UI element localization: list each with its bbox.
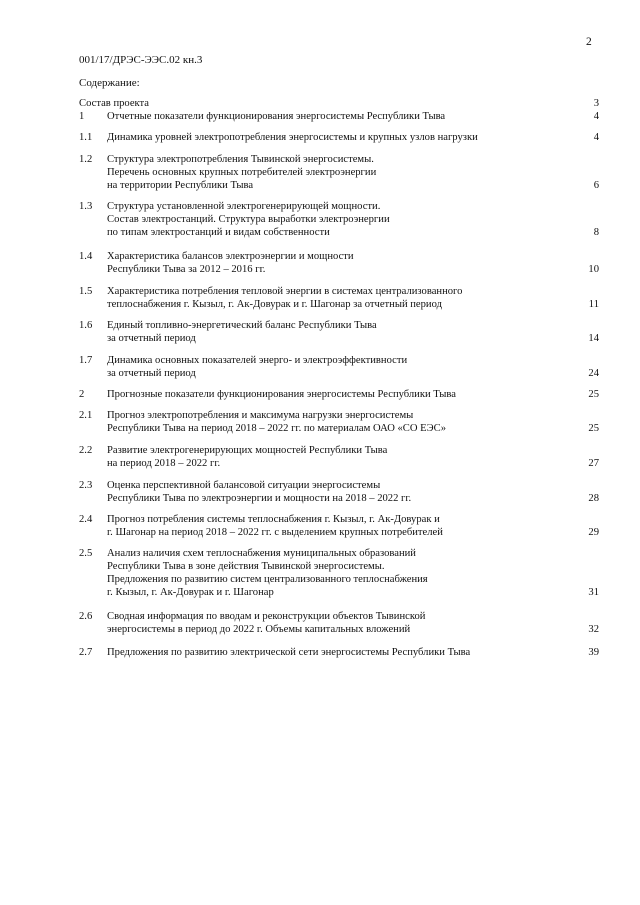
toc-entry-2-6[interactable] (79, 610, 599, 636)
toc-entry-title: Динамика основных показателей энерго- и электроэффективности за отчетный период (107, 355, 408, 379)
toc-entry-2-5[interactable] (79, 547, 599, 599)
toc-entry-page: 25 (588, 423, 599, 434)
toc-entry-2-7[interactable] (79, 646, 599, 659)
toc-entry-number: 1.6 (79, 320, 93, 331)
toc-entry-title: Развитие электрогенерирующих мощностей Республики Тыва на период 2018 – 2022 гг. (107, 445, 388, 469)
toc-entry-2-3[interactable] (79, 479, 599, 505)
toc-entry-2-4[interactable] (79, 513, 599, 539)
toc-entry-number: 1.4 (79, 251, 93, 262)
toc-entry-title: Характеристика потребления тепловой энергии в системах централизованного теплоснабжения г. Кызыл, г. Ак-Довурак и г. Шагонар за отчетный период (107, 286, 463, 310)
toc-entry-2-2[interactable] (79, 444, 599, 470)
toc-entry-page: 32 (588, 624, 599, 635)
toc-entry-number: 2.5 (79, 548, 93, 559)
toc-entry-1-2[interactable] (79, 153, 599, 192)
toc-entry-1-4[interactable] (79, 250, 599, 276)
toc-entry-page: 6 (593, 180, 599, 191)
toc-entry-title: Динамика уровней электропотребления энергосистемы и крупных узлов нагрузки (107, 132, 478, 143)
toc-entry-page: 10 (588, 264, 599, 275)
toc-entry-title: Сводная информация по вводам и реконструкции объектов Тывинской энергосистемы в период до 2022 г. Объемы капитальных вложений (107, 611, 426, 635)
toc-entry-2-1[interactable] (79, 409, 599, 435)
toc-entry-page: 27 (588, 458, 599, 469)
toc-entry-title: Прогноз потребления системы теплоснабжения г. Кызыл, г. Ак-Довурак и г. Шагонар на период 2018 – 2022 гг. с выделением крупных потребителей (107, 514, 443, 538)
toc-entry-title: Прогноз электропотребления и максимума нагрузки энергосистемы Республики Тыва на период 2018 – 2022 гг. по материалам ОАО «СО ЕЭС» (107, 410, 447, 434)
toc-entry-page: 29 (588, 527, 599, 538)
toc-entry-number: 2.6 (79, 611, 93, 622)
toc-entry-1-7[interactable] (79, 354, 599, 380)
toc-entry-1[interactable] (79, 110, 599, 123)
toc-entry-number: 1.2 (79, 154, 93, 165)
toc-entry-page: 24 (588, 368, 599, 379)
toc-entry-number: 1.1 (79, 132, 93, 143)
toc-entry-number: 1.7 (79, 355, 93, 366)
toc-entry-1-6[interactable] (79, 319, 599, 345)
toc-entry-title: Состав проекта (79, 98, 150, 109)
toc-entry-1-1[interactable] (79, 131, 599, 144)
toc-entry-number: 2.3 (79, 480, 93, 491)
toc-entry-page: 39 (588, 647, 599, 658)
toc-entry-page: 4 (593, 132, 599, 143)
toc-entry-page: 25 (588, 389, 599, 400)
toc-entry-title: Структура установленной электрогенерирующей мощности. Состав электростанций. Структура выработки электроэнергии по типам электростанций и видам собственности (107, 201, 390, 238)
toc-entry-title: Прогнозные показатели функционирования энергосистемы Республики Тыва (107, 389, 456, 400)
toc-entry-number: 2.1 (79, 410, 93, 421)
toc-entry-1-3[interactable] (79, 200, 599, 239)
toc-entry-title: Характеристика балансов электроэнергии и мощности Республики Тыва за 2012 – 2016 гг. (107, 251, 354, 275)
page-number: 2 (586, 36, 592, 48)
toc-entry-page: 11 (588, 299, 599, 310)
toc-entry-number: 2.4 (79, 514, 93, 525)
document-code: 001/17/ДРЭС-ЭЭС.02 кн.3 (79, 54, 203, 66)
toc-entry-title: Структура электропотребления Тывинской энергосистемы. Перечень основных крупных потребителей электроэнергии на территории Республики Тыва (107, 154, 377, 191)
toc-entry-title: Оценка перспективной балансовой ситуации энергосистемы Республики Тыва по электроэнергии и мощности на 2018 – 2022 гг. (107, 480, 412, 504)
toc-entry-number: 2.7 (79, 647, 93, 658)
toc-entry-project-composition[interactable] (79, 97, 599, 110)
toc-entry-title: Предложения по развитию электрической сети энергосистемы Республики Тыва (107, 647, 471, 658)
toc-entry-title: Единый топливно-энергетический баланс Республики Тыва за отчетный период (107, 320, 377, 344)
toc-entry-page: 31 (588, 587, 599, 598)
toc-heading: Содержание: (79, 77, 140, 89)
toc-entry-number: 2 (79, 389, 85, 400)
toc-entry-number: 1.3 (79, 201, 93, 212)
toc-entry-page: 28 (588, 493, 599, 504)
toc-entry-number: 2.2 (79, 445, 93, 456)
toc-entry-title: Отчетные показатели функционирования энергосистемы Республики Тыва (107, 111, 446, 122)
toc-entry-number: 1.5 (79, 286, 93, 297)
toc-entry-1-5[interactable] (79, 285, 599, 311)
toc-entry-page: 14 (588, 333, 599, 344)
toc-entry-2[interactable] (79, 388, 599, 401)
toc-entry-page: 4 (593, 111, 599, 122)
toc-entry-title: Анализ наличия схем теплоснабжения муниципальных образований Республики Тыва в зоне действия Тывинской энергосистемы. Предложения по развитию систем централизованного теплоснабжения г. Кызыл, г. Ак-Довурак и г. Шагонар (107, 548, 428, 598)
toc-entry-page: 3 (593, 98, 599, 109)
toc-entry-page: 8 (593, 227, 599, 238)
toc-entry-number: 1 (79, 111, 85, 122)
